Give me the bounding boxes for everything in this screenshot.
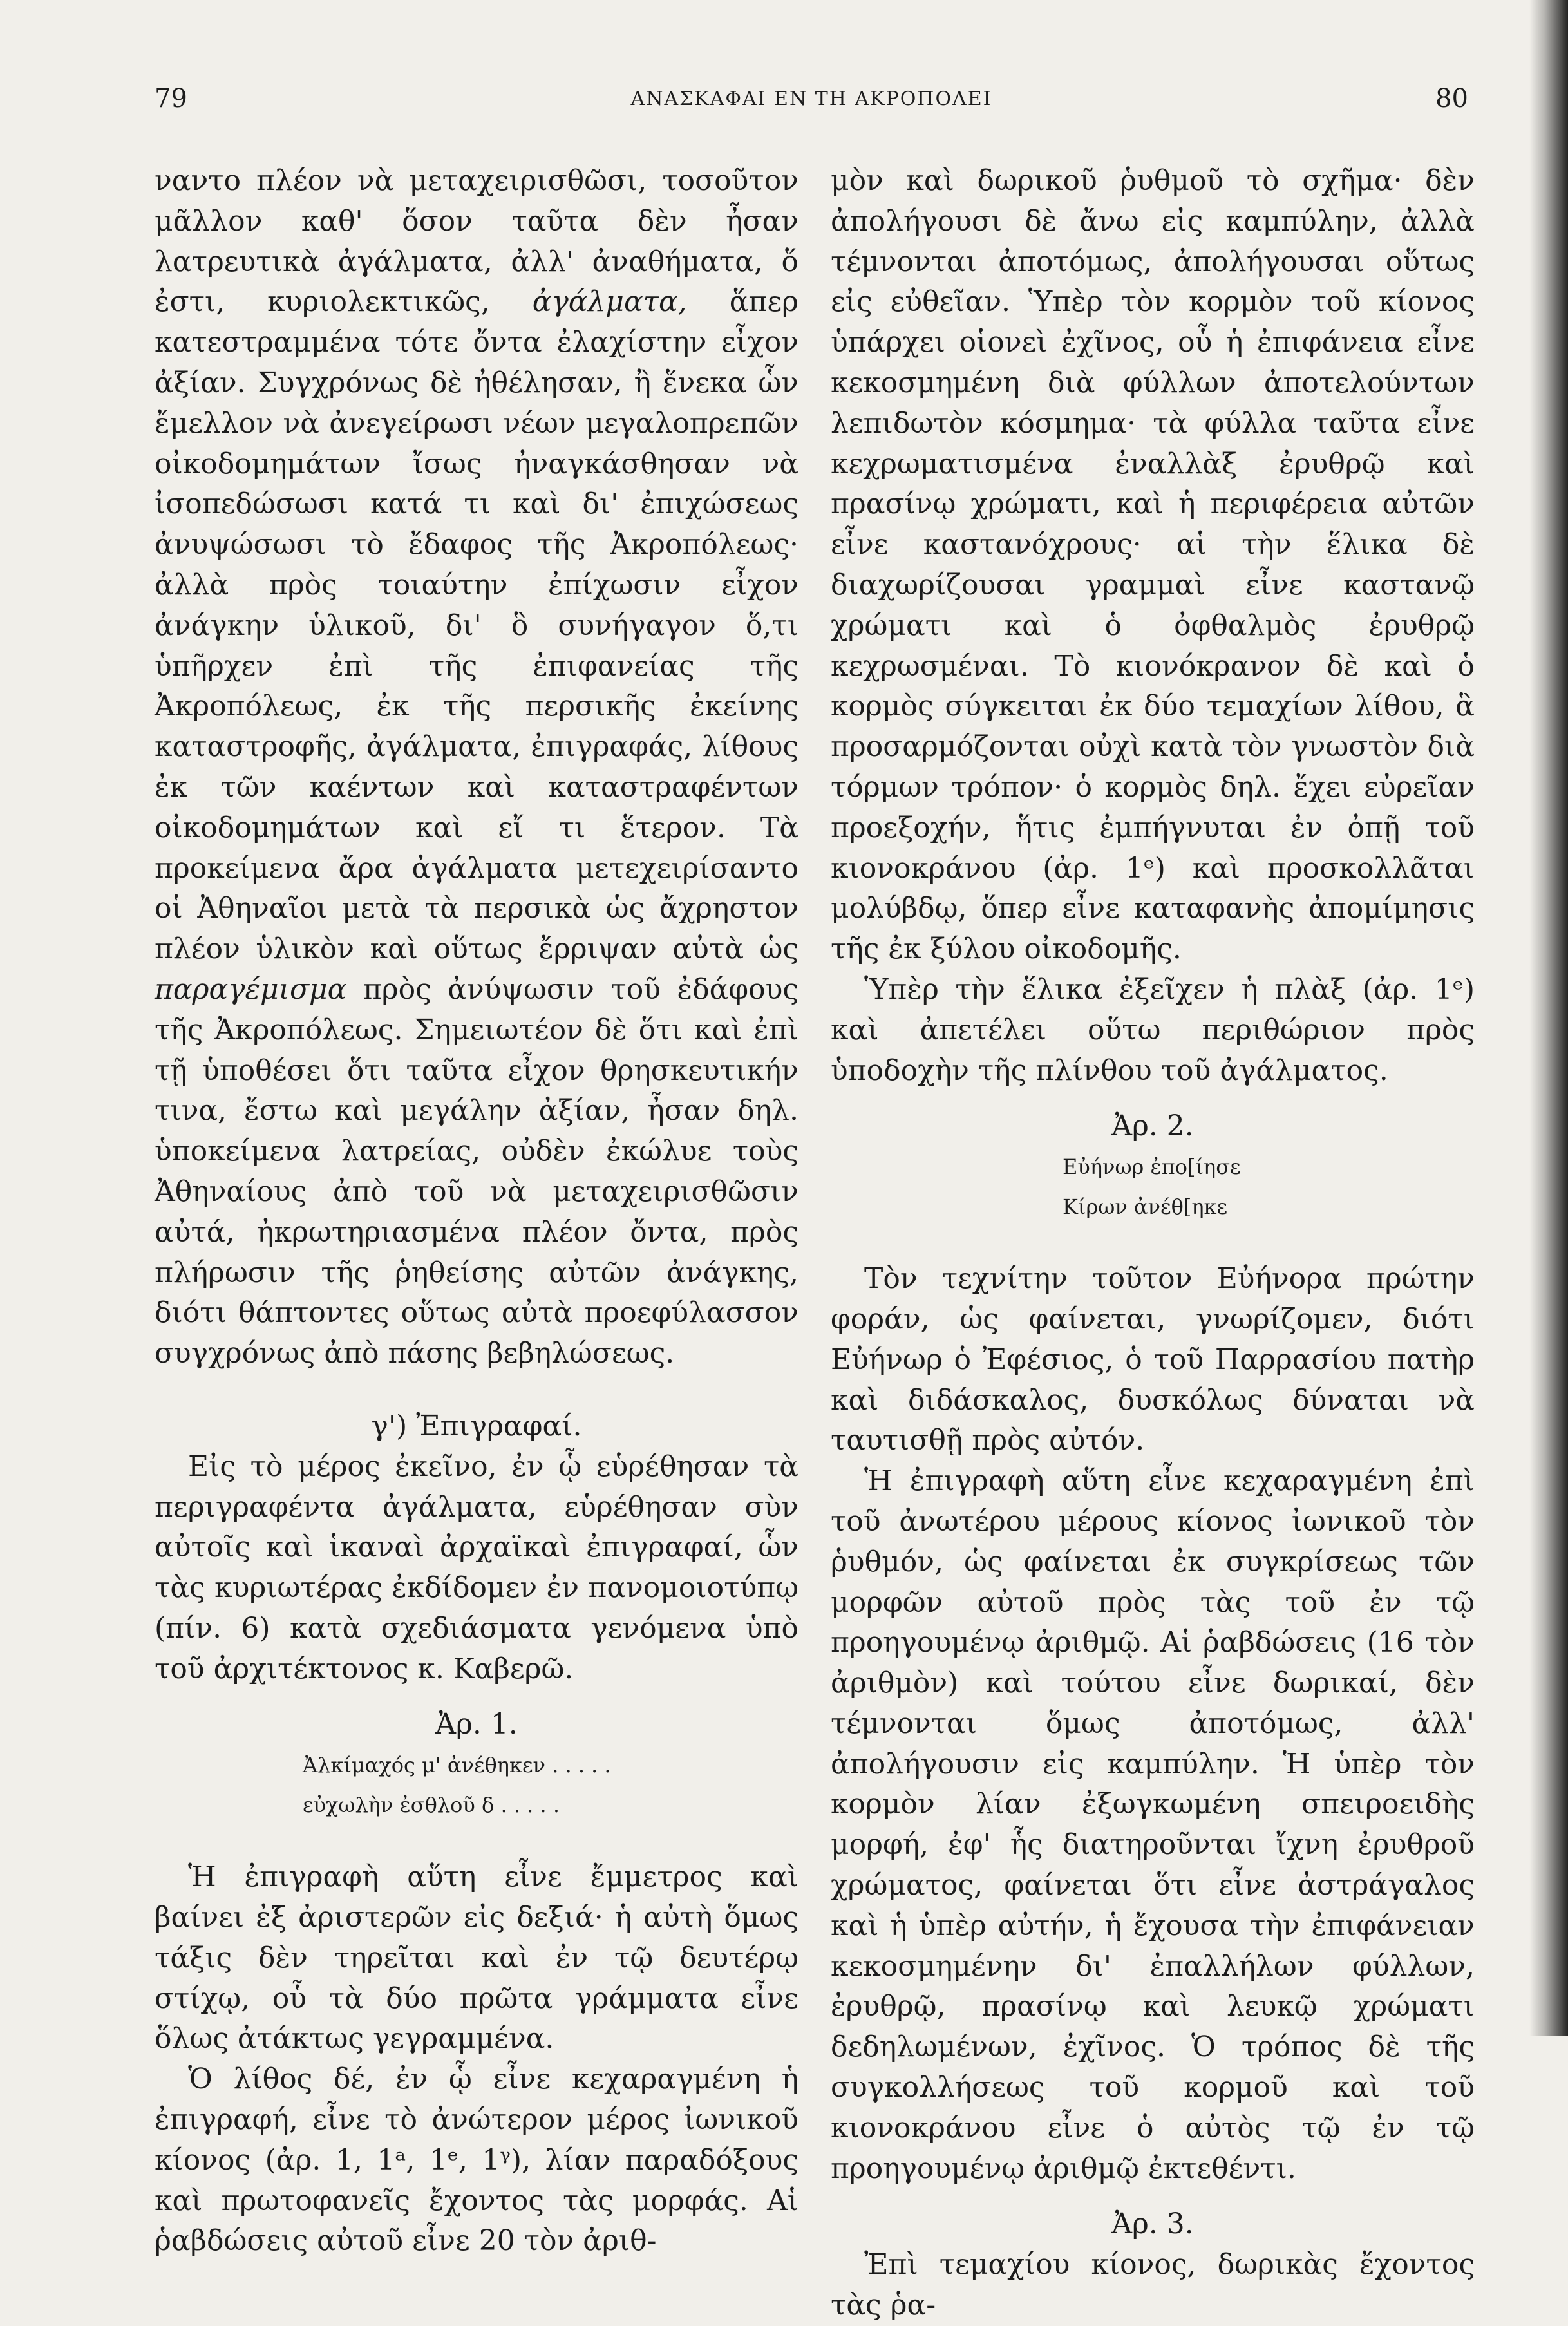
paragraph: Ὑπὲρ τὴν ἕλικα ἐξεῖχεν ἡ πλὰξ (ἀρ. 1ᵉ) καὶ ἀπετέλει οὕτω περιθώριον πρὸς ὑποδοχὴν τῆς πλίνθου τοῦ ἀγάλματος.: [831, 972, 1475, 1087]
page-header: [155, 84, 1468, 122]
paragraph: Ὁ λίθος δέ, ἐν ᾧ εἶνε κεχαραγμένη ἡ ἐπιγραφή, εἶνε τὸ ἀνώτερον μέρος ἰωνικοῦ κίονος (ἀρ. 1, 1ᵃ, 1ᵉ, 1ᵞ), λίαν παραδόξους καὶ πρωτοφανεῖς ἔχοντος τὰς μορφάς. Αἱ ῥαβδώσεις αὐτοῦ εἶνε 20 τὸν ἀριθ-: [155, 2063, 799, 2258]
inscription-line: Εὐήνωρ ἐπο[ίησε: [1063, 1155, 1241, 1180]
emphasis: ἀγάλματα,: [532, 285, 687, 319]
spacer: [155, 1825, 798, 1857]
emphasis: παραγέμισμα: [155, 972, 347, 1006]
spacer: [831, 1091, 1475, 1106]
spacer: [155, 1689, 798, 1705]
paragraph: Εἰς τὸ μέρος ἐκεῖνο, ἐν ᾧ εὑρέθησαν τὰ περιγραφέντα ἀγάλματα, εὑρέθησαν σὺν αὐτοῖς καὶ ἱκαναὶ ἀρχαϊκαὶ ἐπιγραφαί, ὧν τὰς κυριωτέρας ἐκδίδομεν ἐν πανομοιοτύπῳ (πίν. 6) κατὰ σχεδιάσματα γενόμενα ὑπὸ τοῦ ἀρχιτέκτονος κ. Καβερῶ.: [155, 1450, 798, 1685]
right-column: [831, 161, 1475, 2326]
paragraph: Ἐπὶ τεμαχίου κίονος, δωρικὰς ἔχοντος τὰς ῥα-: [831, 2248, 1475, 2322]
book-spine-shadow: [1529, 0, 1568, 2036]
inscription-number: Ἀρ. 1.: [435, 1708, 518, 1741]
inscription-number: Ἀρ. 2.: [1111, 1110, 1194, 1143]
inscription-number: Ἀρ. 3.: [1111, 2208, 1194, 2241]
section-heading: γ') Ἐπιγραφαί.: [371, 1409, 582, 1442]
paragraph: Τὸν τεχνίτην τοῦτον Εὐήνορα πρώτην φοράν, ὡς φαίνεται, γνωρίζομεν, διότι Εὐήνωρ ὁ Ἐφέσιος, ὁ τοῦ Παρρασίου πατὴρ καὶ διδάσκαλος, δυσκόλως δύναται νὰ ταυτισθῇ πρὸς αὐτόν.: [831, 1262, 1475, 1457]
text: πρὸς ἀνύψωσιν τοῦ ἐδάφους τῆς Ἀκροπόλεως. Σημειωτέον δὲ ὅτι καὶ ἐπὶ τῇ ὑποθέσει ὅτι ταῦτα εἶχον θρησκευτικήν τινα, ἔστω καὶ μεγάλην ἀξίαν, ἦσαν δηλ. ὑποκείμενα λατρείας, οὐδὲν ἐκώλυε τοὺς Ἀθηναίους ἀπὸ τοῦ νὰ μεταχειρισθῶσιν αὐτά, ἠκρωτηριασμένα πλέον ὄντα, πρὸς πλήρωσιν τῆς ῥηθείσης αὐτῶν ἀνάγκης, διότι θάπτοντες οὕτως αὐτὰ προεφύλασσον συγχρόνως ἀπὸ πάσης βεβηλώσεως.: [155, 972, 798, 1370]
spacer: [155, 1374, 798, 1406]
paragraph: [155, 161, 798, 1374]
paragraph: Ἡ ἐπιγραφὴ αὕτη εἶνε κεχαραγμένη ἐπὶ τοῦ ἀνωτέρου μέρους κίονος ἰωνικοῦ τὸν ῥυθμόν, ὡς φαίνεται ἐκ συγκρίσεως τῶν μορφῶν αὐτοῦ πρὸς τὰς τοῦ ἐν τῷ προηγουμένῳ ἀριθμῷ. Αἱ ῥαβδώσεις (16 τὸν ἀριθμὸν) καὶ τούτου εἶνε δωρικαί, δὲν τέμνονται ὅμως ἀποτόμως, ἀλλ' ἀπολήγουσιν εἰς καμπύλην. Ἡ ὑπὲρ τὸν κορμὸν λίαν ἐξωγκωμένη σπειροειδὴς μορφή, ἐφ' ἧς διατηροῦνται ἴχνη ἐρυθροῦ χρώματος, φαίνεται ὅτι εἶνε ἀστράγαλος καὶ ἡ ὑπὲρ αὐτήν, ἡ ἔχουσα τὴν ἐπιφάνειαν κεκοσμημένην δι' ἐπαλλήλων φύλλων, ἐρυθρῷ, πρασίνῳ καὶ λευκῷ χρώματι δεδηλωμένων, ἐχῖνος. Ὁ τρόπος δὲ τῆς συγκολλήσεως τοῦ κορμοῦ καὶ τοῦ κιονοκράνου εἶνε ὁ αὐτὸς τῷ ἐν τῷ προηγουμένῳ ἀριθμῷ ἐκτεθέντι.: [831, 1464, 1475, 2185]
running-head: ΑΝΑΣΚΑΦΑΙ ΕΝ ΤΗ ΑΚΡΟΠΟΛΕΙ: [630, 88, 992, 110]
page-number-right: 80: [1435, 84, 1468, 113]
inscription-line: Ἀλκίμαχός μ' ἀνέθηκεν . . . . .: [303, 1753, 611, 1778]
text: ναντο πλέον νὰ μεταχειρισθῶσι, τοσοῦτον μᾶλλον καθ' ὅσον ταῦτα δὲν ἦσαν λατρευτικὰ ἀγάλματα, ἀλλ' ἀναθήματα, ὅ ἐστι, κυριολεκτικῶς,: [155, 164, 798, 319]
spacer: [831, 2189, 1475, 2204]
spacer: [831, 1227, 1475, 1259]
paragraph: μὸν καὶ δωρικοῦ ῥυθμοῦ τὸ σχῆμα· δὲν ἀπολήγουσι δὲ ἄνω εἰς καμπύλην, ἀλλὰ τέμνονται ἀποτόμως, ἀπολήγουσαι οὕτως εἰς εὐθεῖαν. Ὑπὲρ τὸν κορμὸν τοῦ κίονος ὑπάρχει οἱονεὶ ἐχῖνος, οὗ ἡ ἐπιφάνεια εἶνε κεκοσμημένη διὰ φύλλων ἀποτελούντων λεπιδωτὸν κόσμημα· τὰ φύλλα ταῦτα εἶνε κεχρωματισμένα ἐναλλὰξ ἐρυθρῷ καὶ πρασίνῳ χρώματι, καὶ ἡ περιφέρεια αὐτῶν εἶνε καστανόχρους· αἱ τὴν ἕλικα δὲ διαχωρίζουσαι γραμμαὶ εἶνε καστανῷ χρώματι καὶ ὁ ὀφθαλμὸς ἐρυθρῷ κεχρωσμέναι. Τὸ κιονόκρανον δὲ καὶ ὁ κορμὸς σύγκειται ἐκ δύο τεμαχίων λίθου, ἃ προσαρμόζονται οὐχὶ κατὰ τὸν γνωστὸν διὰ τόρμων τρόπον· ὁ κορμὸς δηλ. ἔχει εὐρεῖαν προεξοχήν, ἥτις ἐμπήγνυται ἐν ὀπῇ τοῦ κιονοκράνου (ἀρ. 1ᵉ) καὶ προσκολλᾶται μολύβδῳ, ὅπερ εἶνε καταφανὴς ἀπομίμησις τῆς ἐκ ξύλου οἰκοδομῆς.: [831, 164, 1475, 966]
inscription-line: εὐχωλὴν ἐσθλοῦ δ . . . . .: [303, 1793, 560, 1818]
page-number-left: 79: [155, 84, 187, 113]
text: ἅπερ κατεστραμμένα τότε ὄντα ἐλαχίστην εἶχον ἀξίαν. Συγχρόνως δὲ ἠθέλησαν, ἢ ἕνεκα ὧν ἔμελλον νὰ ἀνεγείρωσι νέων μεγαλοπρεπῶν οἰκοδομημάτων ἴσως ἠναγκάσθησαν νὰ ἰσοπεδώσωσι κατά τι καὶ δι' ἐπιχώσεως ἀνυψώσωσι τὸ ἔδαφος τῆς Ἀκροπόλεως· ἀλλὰ πρὸς τοιαύτην ἐπίχωσιν εἶχον ἀνάγκην ὑλικοῦ, δι' ὃ συνήγαγον ὅ,τι ὑπῆρχεν ἐπὶ τῆς ἐπιφανείας τῆς Ἀκροπόλεως, ἐκ τῆς περσικῆς ἐκείνης καταστροφῆς, ἀγάλματα, ἐπιγραφάς, λίθους ἐκ τῶν καέντων καὶ καταστραφέντων οἰκοδομημάτων καὶ εἴ τι ἕτερον. Τὰ προκείμενα ἄρα ἀγάλματα μετεχειρίσαντο οἱ Ἀθηναῖοι μετὰ τὰ περσικὰ ὡς ἄχρηστον πλέον ὑλικὸν καὶ οὕτως ἔρριψαν αὐτὰ ὡς: [155, 285, 798, 966]
inscription-line: Κίρων ἀνέθ[ηκε: [1063, 1195, 1228, 1220]
paragraph: Ἡ ἐπιγραφὴ αὕτη εἶνε ἔμμετρος καὶ βαίνει ἐξ ἀριστερῶν εἰς δεξιά· ἡ αὐτὴ ὅμως τάξις δὲν τηρεῖται καὶ ἐν τῷ δευτέρῳ στίχῳ, οὗ τὰ δύο πρῶτα γράμματα εἶνε ὅλως ἀτάκτως γεγραμμένα.: [155, 1860, 798, 2056]
left-column: [155, 161, 798, 2262]
